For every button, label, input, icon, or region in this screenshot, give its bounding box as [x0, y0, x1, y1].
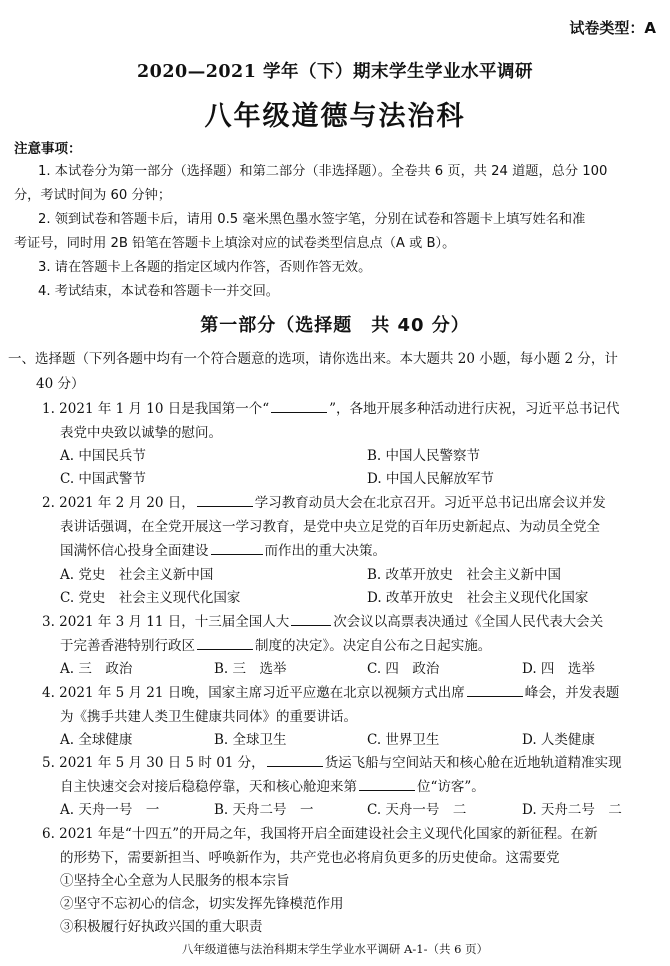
q4-option-b: B. 全球卫生: [214, 732, 287, 748]
notes-heading: 注意事项：: [14, 141, 82, 157]
question-1-line-2: 表党中央致以诚挚的慰问。: [60, 425, 222, 441]
q5-option-a: A. 天舟一号 一: [60, 802, 160, 818]
q3-option-b: B. 三 选举: [214, 661, 287, 677]
note-2-line-2: 考证号，同时用 2B 铅笔在答题卡上填涂对应的试卷类型信息点（A 或 B）。: [14, 236, 456, 251]
question-5-line-2: 自主快速交会对接后稳稳停靠，天和核心舱迎来第 位“访客”。: [60, 779, 485, 795]
question-2-line-3: 国满怀信心投身全面建设 而作出的重大决策。: [60, 543, 386, 559]
answer-blank: [211, 541, 263, 555]
instructions-line-2: 40 分）: [36, 376, 85, 392]
note-3: 3. 请在答题卡上各题的指定区域内作答，否则作答无效。: [38, 260, 372, 275]
note-2-line-1: 2. 领到试卷和答题卡后，请用 0.5 毫米黑色墨水签字笔，分别在试卷和答题卡上填写姓名和准: [38, 212, 586, 227]
q4-option-a: A. 全球健康: [60, 732, 133, 748]
question-2-line-2: 表讲话强调，在全党开展这一学习教育，是党中央立足党的百年历史新起点、为动员全党全: [60, 519, 600, 535]
q5-option-c: C. 天舟一号 二: [367, 802, 467, 818]
question-6-line-1: 6. 2021 年是“十四五”的开局之年，我国将开启全面建设社会主义现代化国家的新征程。在新: [42, 826, 598, 842]
answer-blank: [267, 753, 323, 767]
note-1-line-2: 分，考试时间为 60 分钟；: [14, 188, 172, 203]
q5-option-d: D. 天舟二号 二: [522, 802, 622, 818]
question-3-line-2: 于完善香港特别行政区 制度的决定》。决定自公布之日起实施。: [60, 638, 492, 654]
answer-blank: [291, 612, 331, 626]
answer-blank: [271, 399, 327, 413]
note-1-line-1: 1. 本试卷分为第一部分（选择题）和第二部分（非选择题）。全卷共 6 页，共 24 道题，总分 100: [38, 164, 608, 179]
exam-title: 八年级道德与法治科: [204, 101, 466, 132]
answer-blank: [197, 493, 253, 507]
answer-blank: [467, 683, 523, 697]
note-4: 4. 考试结束，本试卷和答题卡一并交回。: [38, 284, 279, 299]
q1-option-a: A. 中国民兵节: [60, 448, 146, 464]
q3-option-d: D. 四 选举: [522, 661, 595, 677]
question-5-line-1: 5. 2021 年 5 月 30 日 5 时 01 分， 货运飞船与空间站天和核心舱在近地轨道精准实现: [42, 755, 622, 771]
question-6-line-2: 的形势下，需要新担当、呼唤新作为，共产党也必将肩负更多的历史使命。这需要党: [60, 850, 560, 866]
question-3-line-1: 3. 2021 年 3 月 11 日，十三届全国人大 次会议以高票表决通过《全国人民代表大会关: [42, 614, 604, 630]
question-1-line-1: 1. 2021 年 1 月 10 日是我国第一个“ ”，各地开展多种活动进行庆祝，习近平总书记代: [42, 401, 620, 417]
q6-statement-2: ②坚守不忘初心的信念，切实发挥先锋模范作用: [60, 896, 344, 912]
q4-option-d: D. 人类健康: [522, 732, 595, 748]
question-4-line-1: 4. 2021 年 5 月 21 日晚，国家主席习近平应邀在北京以视频方式出席 峰会，并发表题: [42, 685, 620, 701]
q4-option-c: C. 世界卫生: [367, 732, 440, 748]
page-footer: 八年级道德与法治科期末学生学业水平调研 A-1-（共 6 页）: [181, 942, 489, 956]
instructions-line-1: 一、选择题（下列各题中均有一个符合题意的选项，请你选出来。本大题共 20 小题，每小题 2 分，计: [8, 351, 618, 367]
q6-statement-3: ③积极履行好执政兴国的重大职责: [60, 919, 263, 935]
section-title: 第一部分（选择题 共 40 分）: [200, 315, 470, 336]
q3-option-a: A. 三 政治: [60, 661, 133, 677]
q1-option-d: D. 中国人民解放军节: [367, 471, 494, 487]
q2-option-d: D. 改革开放史 社会主义现代化国家: [367, 590, 589, 606]
q2-option-a: A. 党史 社会主义新中国: [60, 567, 214, 583]
q2-option-b: B. 改革开放史 社会主义新中国: [367, 567, 562, 583]
q5-option-b: B. 天舟二号 一: [214, 802, 314, 818]
q6-statement-1: ①坚持全心全意为人民服务的根本宗旨: [60, 873, 290, 889]
paper-type-label: 试卷类型：A: [569, 19, 656, 37]
q1-option-b: B. 中国人民警察节: [367, 448, 481, 464]
q2-option-c: C. 党史 社会主义现代化国家: [60, 590, 241, 606]
question-2-line-1: 2. 2021 年 2 月 20 日， 学习教育动员大会在北京召开。习近平总书记出席会议并发: [42, 495, 606, 511]
q3-option-c: C. 四 政治: [367, 661, 440, 677]
exam-subtitle: 2020—2021 学年（下）期末学生学业水平调研: [136, 62, 533, 82]
q1-option-c: C. 中国武警节: [60, 471, 146, 487]
answer-blank: [359, 777, 415, 791]
question-4-line-2: 为《携手共建人类卫生健康共同体》的重要讲话。: [60, 709, 357, 725]
answer-blank: [197, 636, 253, 650]
